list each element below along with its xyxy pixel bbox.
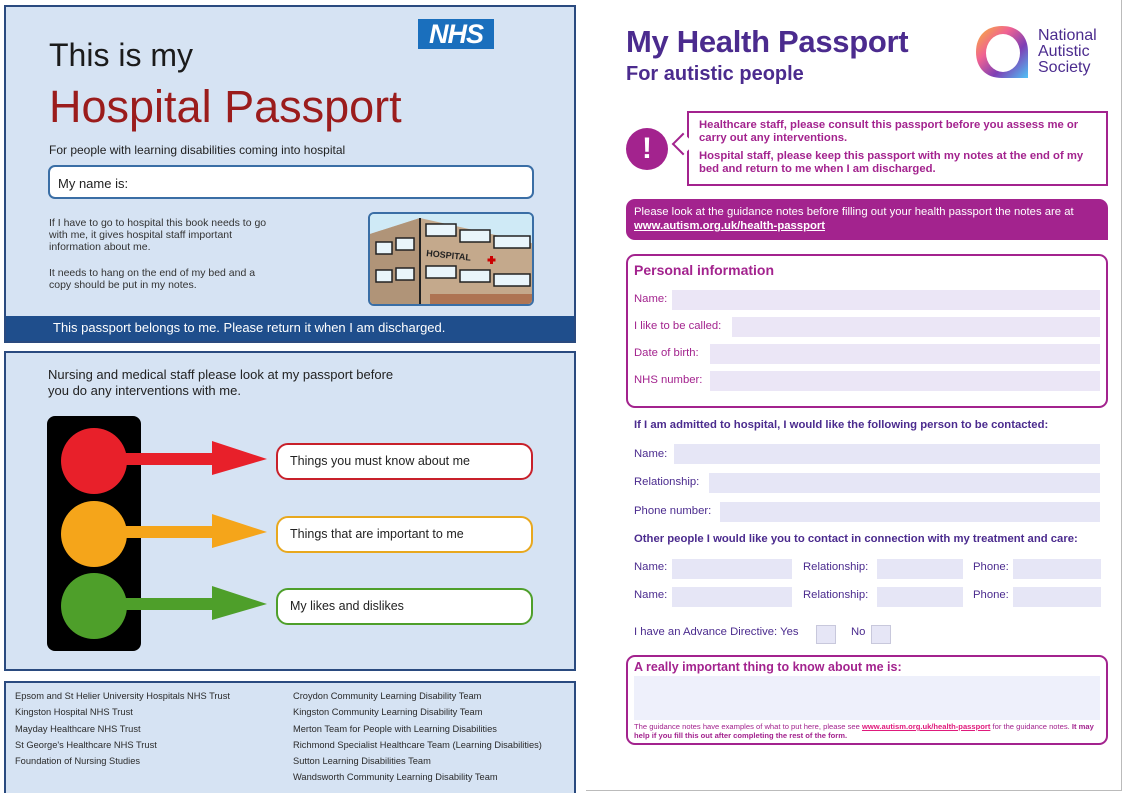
other-phone-label: Phone:: [973, 589, 1009, 601]
my-name-label: My name is:: [58, 176, 129, 191]
section-title: Personal information: [634, 262, 775, 278]
name-label: Name:: [634, 293, 668, 305]
other-name-label: Name:: [634, 561, 668, 573]
hospital-building-image: [368, 212, 534, 306]
advance-directive-no-label: No: [851, 626, 866, 638]
partner-organisations: [4, 681, 576, 793]
nhs-number-label: NHS number:: [634, 374, 703, 386]
preferred-name-input[interactable]: [732, 317, 1100, 337]
nas-health-passport: [586, 0, 1122, 791]
contact-heading: If I am admitted to hospital, I would like the following person to be contacted:: [634, 419, 1049, 431]
important-thing-textarea[interactable]: [634, 676, 1100, 720]
nas-logo: [972, 22, 1122, 82]
advance-directive-yes-checkbox[interactable]: [816, 625, 836, 644]
partner-item: Richmond Specialist Healthcare Team (Learning Disabilities): [293, 739, 542, 750]
dob-label: Date of birth:: [634, 347, 699, 359]
other-relationship-label: Relationship:: [803, 561, 869, 573]
contact-relationship-input[interactable]: [709, 473, 1100, 493]
important-title: A really important thing to know about me is:: [634, 660, 902, 674]
amber-arrow-icon: [62, 514, 272, 550]
important-to-me-box[interactable]: Things that are important to me: [276, 516, 533, 553]
nas-logo-text: National Autistic Society: [1038, 27, 1097, 76]
staff-alert-box: [687, 111, 1108, 186]
contact-phone-label: Phone number:: [634, 505, 712, 517]
page-title: My Health Passport: [626, 24, 909, 59]
subtitle: For people with learning disabilities coming into hospital: [49, 143, 346, 157]
other-contacts-heading: Other people I would like you to contact in connection with my treatment and care:: [634, 533, 1078, 545]
other-relationship-input-2[interactable]: [877, 587, 963, 607]
contact-name-input[interactable]: [674, 444, 1100, 464]
contact-relationship-label: Relationship:: [634, 476, 700, 488]
return-banner: This passport belongs to me. Please return it when I am discharged.: [6, 316, 574, 341]
advance-directive-label: I have an Advance Directive: Yes: [634, 626, 799, 638]
contact-name-label: Name:: [634, 448, 668, 460]
partner-item: Sutton Learning Disabilities Team: [293, 756, 431, 767]
contact-phone-input[interactable]: [720, 502, 1100, 522]
advance-directive-no-checkbox[interactable]: [871, 625, 891, 644]
partner-item: St George's Healthcare NHS Trust: [15, 739, 157, 750]
personal-information-section: [626, 254, 1108, 408]
other-relationship-input-1[interactable]: [877, 559, 963, 579]
partners-left-column: [15, 691, 230, 772]
traffic-light-card: [4, 351, 576, 671]
partner-item: Kingston Hospital NHS Trust: [15, 707, 133, 718]
partner-item: Mayday Healthcare NHS Trust: [15, 723, 141, 734]
svg-text:HOSPITAL: HOSPITAL: [425, 248, 472, 263]
alert-line-1: Healthcare staff, please consult this passport before you assess me or carry out any interventions.: [699, 119, 1079, 144]
partners-right-column: [293, 691, 542, 789]
nhs-passport-cover: [4, 5, 576, 343]
nhs-number-input[interactable]: [710, 371, 1100, 391]
guidance-link[interactable]: www.autism.org.uk/health-passport: [634, 220, 826, 232]
important-note: The guidance notes have examples of what to put here, please see www.autism.org.uk/health-passport for the guidance notes. It may help if you fill this out after completing the rest of the form.: [634, 722, 1094, 740]
preferred-name-label: I like to be called:: [634, 320, 722, 332]
nas-ring-icon: [972, 22, 1032, 82]
title-hospital-passport: Hospital Passport: [49, 81, 402, 132]
important-guidance-link[interactable]: www.autism.org.uk/health-passport: [861, 722, 991, 731]
other-name-label: Name:: [634, 589, 668, 601]
partner-item: Wandsworth Community Learning Disability Team: [293, 772, 498, 783]
title-line-1: This is my: [49, 37, 193, 73]
dob-input[interactable]: [710, 344, 1100, 364]
other-relationship-label: Relationship:: [803, 589, 869, 601]
red-arrow-icon: [62, 441, 272, 477]
other-name-input-1[interactable]: [672, 559, 792, 579]
staff-notice: Nursing and medical staff please look at my passport before you do any interventions with me.: [48, 367, 394, 398]
guidance-bar: Please look at the guidance notes before filling out your health passport the notes are at www.autism.org.uk/health-passport: [626, 199, 1108, 240]
partner-item: Foundation of Nursing Studies: [15, 756, 141, 767]
partner-item: Croydon Community Learning Disability Team: [293, 691, 482, 701]
info-paragraph-2: It needs to hang on the end of my bed and a copy should be put in my notes.: [49, 267, 256, 291]
other-phone-input-1[interactable]: [1013, 559, 1101, 579]
partner-item: Epsom and St Helier University Hospitals NHS Trust: [15, 691, 230, 701]
green-arrow-icon: [62, 586, 272, 622]
partner-item: Kingston Community Learning Disability Team: [293, 707, 483, 718]
page-subtitle: For autistic people: [626, 63, 804, 85]
info-paragraph-1: If I have to go to hospital this book needs to go with me, it gives hospital staff important information about me.: [49, 217, 267, 253]
must-know-box[interactable]: Things you must know about me: [276, 443, 533, 480]
other-phone-input-2[interactable]: [1013, 587, 1101, 607]
my-name-field[interactable]: [48, 165, 534, 199]
important-thing-section: [626, 655, 1108, 745]
likes-dislikes-box[interactable]: My likes and dislikes: [276, 588, 533, 625]
alert-line-2: Hospital staff, please keep this passport with my notes at the end of my bed and return to me when I am discharged.: [699, 150, 1084, 175]
name-input[interactable]: [672, 290, 1100, 310]
partner-item: Merton Team for People with Learning Disabilities: [293, 723, 497, 734]
nhs-logo: NHS: [418, 19, 494, 49]
exclamation-icon: !: [626, 128, 668, 170]
other-name-input-2[interactable]: [672, 587, 792, 607]
other-phone-label: Phone:: [973, 561, 1009, 573]
